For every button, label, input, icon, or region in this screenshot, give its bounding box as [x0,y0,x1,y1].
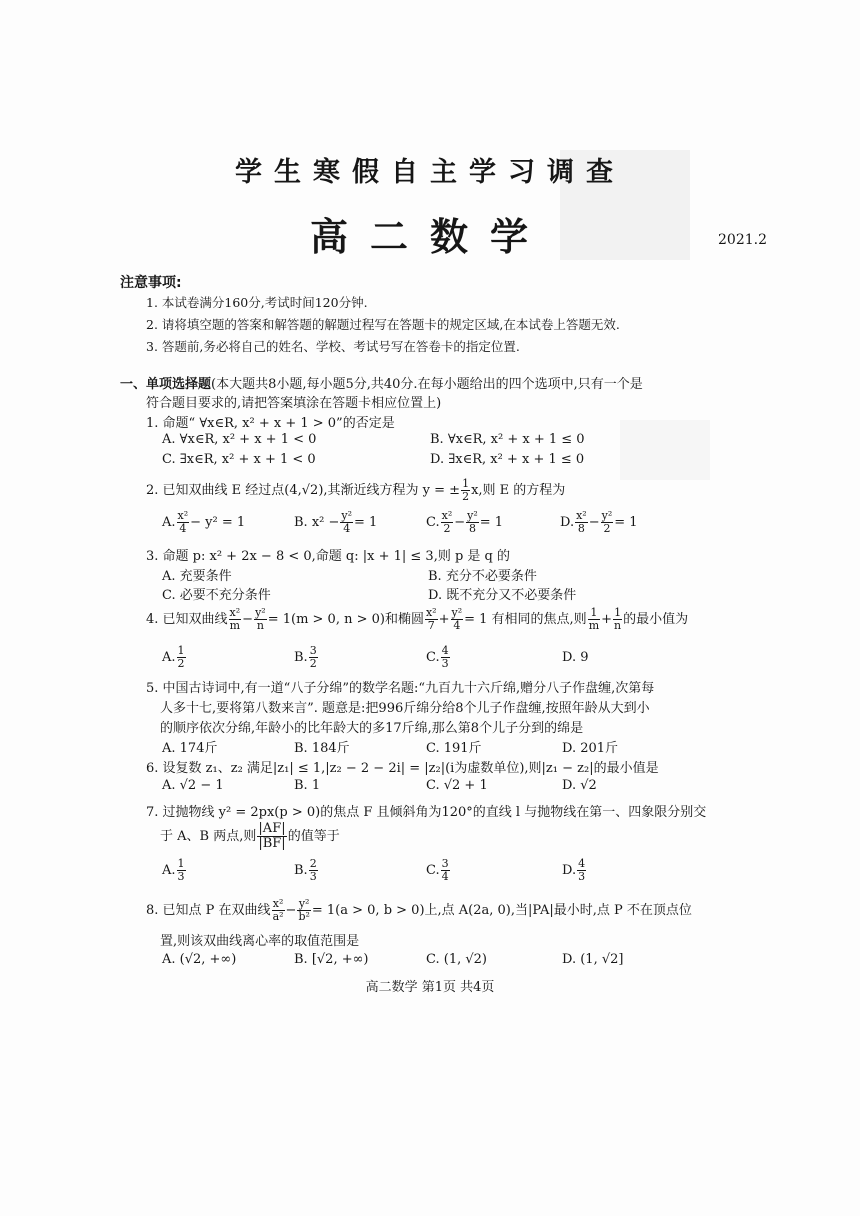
notice-label: 注意事项: [120,275,182,291]
question-4-stem: 4. 已知双曲线 $\frac{\text{x²}}{m}$ − $\frac{\text{y²}}{n}$ = 1(m > 0, n > 0)和椭圆 $\frac{\text{x²}}{7}$ + $\frac{\text{y²}}{4}$ = 1 有相同的焦点,则 $\frac{1}{m}$ + $\frac{1}{n}$ 的最小值为 [146,606,689,632]
q6-option-d: D. √2 [562,778,597,793]
notice-item: 2. 请将填空题的答案和解答题的解题过程写在答题卡的规定区域,在本试卷上答题无效. [146,317,620,332]
bleed-through-artifact [620,420,710,480]
q7-option-d: D. $\frac{4}{3}$ [562,857,586,883]
q3-option-d: D. 既不充分又不必要条件 [428,588,577,603]
q2-option-a: A. $\frac{\text{x²}}{4}$ − y² = 1 [162,509,246,535]
q4-option-a: A. $\frac{1}{2}$ [162,644,185,670]
q6-option-b: B. 1 [294,778,321,793]
exam-subject: 高二数学 [309,214,550,259]
q6-option-a: A. √2 − 1 [162,778,224,793]
q8-option-b: B. [√2, +∞) [294,952,369,967]
question-5-line: 5. 中国古诗词中,有一道“八子分绵”的数学名题:“九百九十六斤绵,赠分八子作盘缠,次第每 [146,681,655,696]
question-7-line: 7. 过抛物线 y² = 2px(p > 0)的焦点 F 且倾斜角为120°的直线 l 与抛物线在第一、四象限分别交 [146,805,707,820]
question-8-stem: 8. 已知点 P 在双曲线 $\frac{\text{x²}}{\text{a²}}$ − $\frac{\text{y²}}{\text{b²}}$ = 1(a > 0, b > 0)上,点 A(2a, 0),当|PA|最小时,点 P 不在顶点位 [146,897,692,923]
q1-option-a: A. ∀x∈R, x² + x + 1 < 0 [162,432,317,447]
q4-option-b: B. $\frac{3}{2}$ [294,644,317,670]
q8-option-a: A. (√2, +∞) [162,952,237,967]
question-6-stem: 6. 设复数 z₁、z₂ 满足|z₁| ≤ 1,|z₂ − 2 − 2i| = |z₂|(i为虚数单位),则|z₁ − z₂|的最小值是 [146,761,659,776]
q1-option-d: D. ∃x∈R, x² + x + 1 ≤ 0 [430,452,585,467]
notice-item: 3. 答题前,务必将自己的姓名、学校、考试号写在答卷卡的指定位置. [146,339,520,354]
q1-option-b: B. ∀x∈R, x² + x + 1 ≤ 0 [430,432,585,447]
q7-option-a: A. $\frac{1}{3}$ [162,857,185,883]
q5-option-b: B. 184斤 [294,741,350,756]
question-5-line: 的顺序依次分绵,年龄小的比年龄大的多17斤绵,那么第8个儿子分到的绵是 [160,721,584,736]
page-footer: 高二数学 第1页 共4页 [365,980,495,995]
notice-item: 1. 本试卷满分160分,考试时间120分钟. [146,295,368,310]
question-2-stem: 2. 已知双曲线 E 经过点(4,√2),其渐近线方程为 y = ± $\frac{1}{2}$ x,则 E 的方程为 [146,477,566,503]
question-7-line: 于 A、B 两点,则 $\frac{|AF|}{|BF|}$ 的值等于 [160,821,340,851]
q4-option-d: D. 9 [562,650,589,665]
section-description: (本大题共8小题,每小题5分,共40分.在每小题给出的四个选项中,只有一个是 [211,377,643,392]
q7-option-c: C. $\frac{3}{4}$ [426,857,449,883]
q6-option-c: C. √2 + 1 [426,778,488,793]
exam-title: 学生寒假自主学习调查 [235,157,625,188]
question-8-line: 置,则该双曲线离心率的取值范围是 [160,934,360,949]
fraction: $\frac{1}{2}$ [462,477,470,503]
q1-option-c: C. ∃x∈R, x² + x + 1 < 0 [162,452,316,467]
q5-option-d: D. 201斤 [562,741,619,756]
section-heading-line [120,373,643,392]
question-5-line: 人多十七,要将第八数来言”. 题意是:把996斤绵分给8个儿子作盘缠,按照年龄从大到小 [160,701,650,716]
q2-option-d: D. $\frac{\text{x²}}{8}$ − $\frac{\text{y²}}{2}$ = 1 [560,509,638,535]
q3-option-a: A. 充要条件 [162,569,232,584]
section-description-cont: 符合题目要求的,请把答案填涂在答题卡相应位置上) [146,396,442,411]
question-1-stem: 1. 命题“ ∀x∈R, x² + x + 1 > 0”的否定是 [146,416,395,431]
question-3-stem: 3. 命题 p: x² + 2x − 8 < 0,命题 q: |x + 1| ≤ 3,则 p 是 q 的 [146,549,511,564]
q3-option-b: B. 充分不必要条件 [428,569,537,584]
q2-option-c: C. $\frac{\text{x²}}{2}$ − $\frac{\text{y²}}{8}$ = 1 [426,509,504,535]
exam-date: 2021.2 [718,232,767,248]
q8-option-d: D. (1, √2] [562,952,624,967]
q8-option-c: C. (1, √2) [426,952,487,967]
q5-option-c: C. 191斤 [426,741,482,756]
q3-option-c: C. 必要不充分条件 [162,588,271,603]
q4-option-c: C. $\frac{4}{3}$ [426,644,449,670]
section-heading: 一、单项选择题 [120,377,212,392]
q5-option-a: A. 174斤 [162,741,218,756]
q2-option-b: B. x² − $\frac{\text{y²}}{4}$ = 1 [294,509,378,535]
q7-option-b: B. $\frac{2}{3}$ [294,857,317,883]
